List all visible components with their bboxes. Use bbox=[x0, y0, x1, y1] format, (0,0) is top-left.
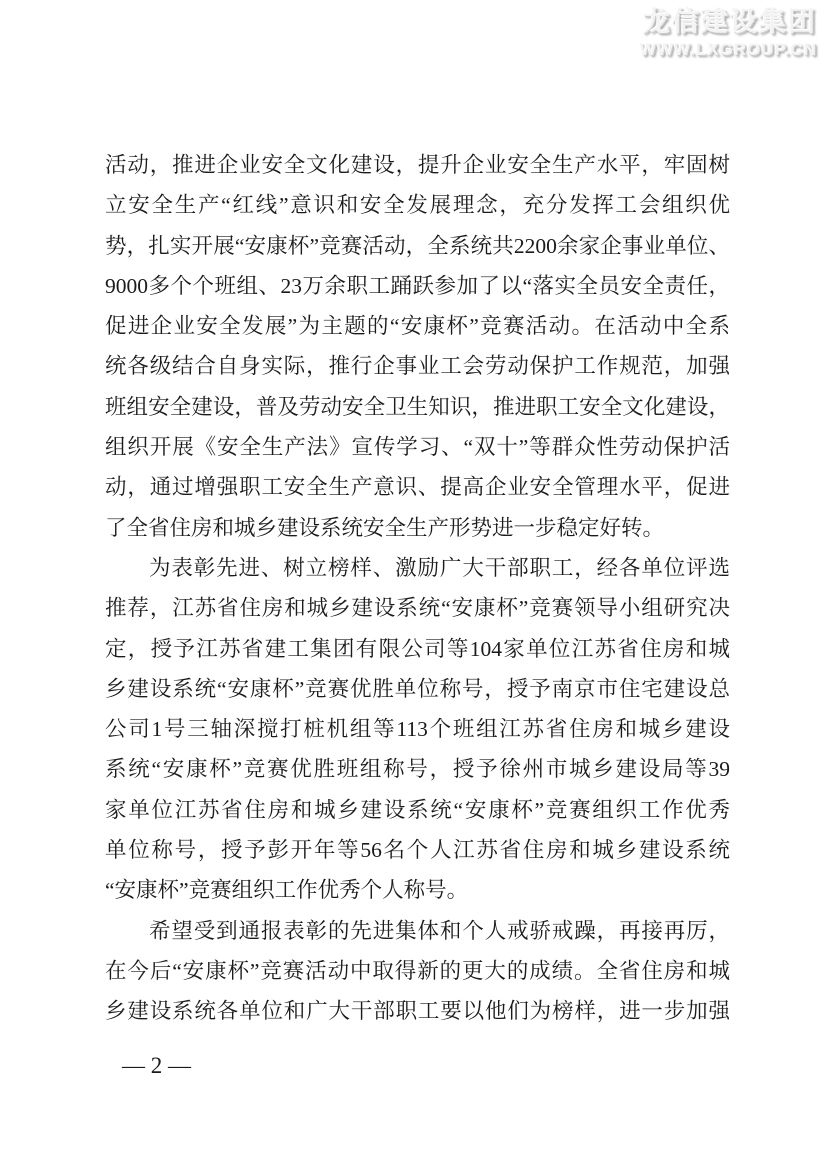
text-line: 家单位江苏省住房和城乡建设系统“安康杯”竞赛组织工作优秀 bbox=[105, 797, 730, 822]
text-line: 为表彰先进、树立榜样、激励广大干部职工，经各单位评选 bbox=[149, 555, 730, 580]
text-line: 定，授予江苏省建工集团有限公司等104家单位江苏省住房和城 bbox=[105, 636, 730, 661]
company-logo-text: 龙信建设集团 bbox=[643, 7, 817, 37]
text-line: 立安全生产“红线”意识和安全发展理念，充分发挥工会组织优 bbox=[105, 193, 730, 218]
text-line: 在今后“安康杯”竞赛活动中取得新的更大的成绩。全省住房和城 bbox=[105, 958, 730, 983]
text-line: 推荐，江苏省住房和城乡建设系统“安康杯”竞赛领导小组研究决 bbox=[105, 596, 730, 621]
document-body bbox=[105, 145, 730, 1032]
text-line: 公司1号三轴深搅打桩机组等113个班组江苏省住房和城乡建设 bbox=[105, 717, 730, 742]
company-watermark bbox=[640, 6, 817, 60]
text-line: 统各级结合自身实际，推行企事业工会劳动保护工作规范，加强 bbox=[105, 354, 730, 379]
text-line: 乡建设系统“安康杯”竞赛优胜单位称号，授予南京市住宅建设总 bbox=[105, 676, 730, 701]
text-line: 单位称号，授予彭开年等56名个人江苏省住房和城乡建设系统 bbox=[105, 838, 730, 863]
text-line: 班组安全建设，普及劳动安全卫生知识，推进职工安全文化建设， bbox=[105, 394, 730, 419]
text-line: 动，通过增强职工安全生产意识、提高企业安全管理水平，促进 bbox=[105, 475, 730, 500]
text-line: 促进企业安全发展”为主题的“安康杯”竞赛活动。在活动中全系 bbox=[105, 314, 730, 339]
text-line: 乡建设系统各单位和广大干部职工要以他们为榜样，进一步加强 bbox=[105, 999, 730, 1024]
page-number: — 2 — bbox=[122, 1053, 191, 1078]
text-line: “安康杯”竞赛组织工作优秀个人称号。 bbox=[105, 878, 469, 903]
text-line: 了全省住房和城乡建设系统安全生产形势进一步稳定好转。 bbox=[105, 515, 665, 540]
text-line: 活动，推进企业安全文化建设，提升企业安全生产水平，牢固树 bbox=[105, 153, 730, 177]
text-line: 系统“安康杯”竞赛优胜班组称号，授予徐州市城乡建设局等39 bbox=[105, 757, 730, 782]
text-line: 势，扎实开展“安康杯”竞赛活动，全系统共2200余家企事业单位、 bbox=[105, 233, 730, 258]
company-website-text: WWW.LXGROUP.CN bbox=[639, 40, 817, 59]
text-line: 希望受到通报表彰的先进集体和个人戒骄戒躁，再接再厉， bbox=[149, 918, 730, 943]
text-line: 9000多个个班组、23万余职工踊跃参加了以“落实全员安全责任， bbox=[105, 273, 730, 298]
text-line: 组织开展《安全生产法》宣传学习、“双十”等群众性劳动保护活 bbox=[105, 435, 730, 460]
